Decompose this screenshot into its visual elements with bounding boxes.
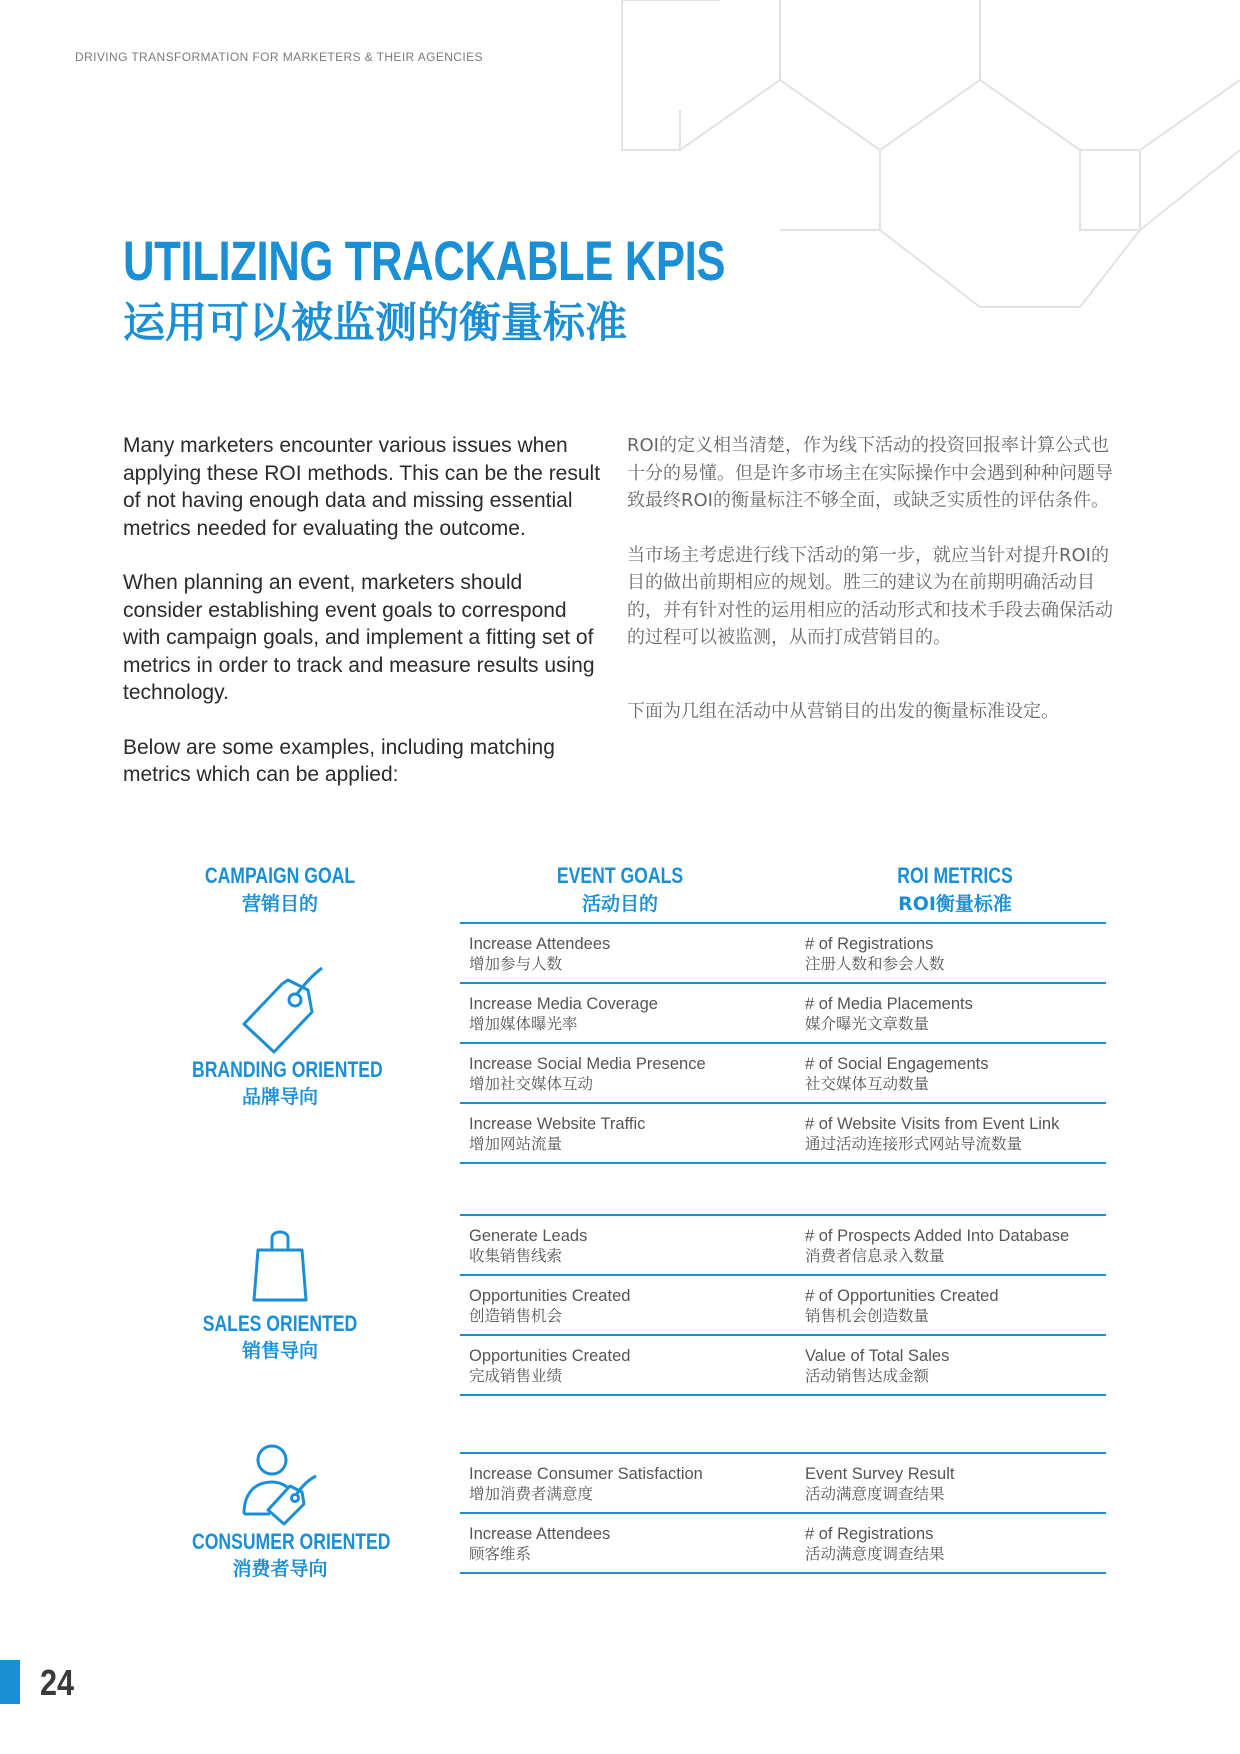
table-row: Generate Leads 收集销售线索 # of Prospects Added Into Database 消费者信息录入数量	[460, 1216, 1106, 1276]
body-english	[123, 432, 603, 816]
table-row: Opportunities Created 创造销售机会 # of Opportunities Created 销售机会创造数量	[460, 1276, 1106, 1336]
table-row: Increase Attendees 增加参与人数 # of Registrations 注册人数和参会人数	[460, 924, 1106, 984]
page-title-chinese: 运用可以被监测的衡量标准	[123, 298, 628, 347]
table-row: Increase Attendees 顾客维系 # of Registrations 活动满意度调查结果	[460, 1514, 1106, 1574]
group-branding-label: BRANDING ORIENTED 品牌导向	[192, 1057, 383, 1108]
group-sales-label: SALES ORIENTED 销售导向	[202, 1311, 358, 1362]
table-row: Increase Consumer Satisfaction 增加消费者满意度 Event Survey Result 活动满意度调查结果	[460, 1454, 1106, 1514]
table-row: Increase Media Coverage 增加媒体曝光率 # of Media Placements 媒介曝光文章数量	[460, 984, 1106, 1044]
page-title: UTILIZING TRACKABLE KPIS	[123, 229, 726, 292]
paragraph: Many marketers encounter various issues when applying these ROI methods. This can be the result of not having enough data and missing essential metrics needed for evaluating the outcome.	[123, 434, 601, 540]
metrics-table-branding	[460, 922, 1106, 1164]
header-campaign-goal: CAMPAIGN GOAL 营销目的	[204, 863, 356, 915]
body-chinese	[627, 432, 1117, 752]
header-event-goals: EVENT GOALS 活动目的	[556, 863, 684, 915]
paragraph: When planning an event, marketers should consider establishing event goals to correspond with campaign goals, and implement a fitting set of metrics in order to track and measure results using technology.	[123, 571, 595, 704]
paragraph: Below are some examples, including matching metrics which can be applied:	[123, 735, 555, 786]
table-row: Opportunities Created 完成销售业绩 Value of Total Sales 活动销售达成金额	[460, 1336, 1106, 1396]
page-number-bar	[0, 1660, 20, 1704]
price-tag-icon	[236, 962, 332, 1058]
paragraph: 下面为几组在活动中从营销目的出发的衡量标准设定。	[627, 700, 1059, 722]
group-consumer-label: CONSUMER ORIENTED 消费者导向	[192, 1529, 391, 1580]
shopping-bag-icon	[250, 1228, 310, 1304]
metrics-table-consumer	[460, 1452, 1106, 1574]
metrics-table-sales	[460, 1214, 1106, 1396]
page-number: 24	[40, 1662, 75, 1703]
header-roi-metrics: ROI METRICS ROI衡量标准	[897, 863, 1013, 915]
person-tag-icon	[238, 1440, 324, 1526]
paragraph: ROI的定义相当清楚，作为线下活动的投资回报率计算公式也十分的易懂。但是许多市场主在实际操作中会遇到种种问题导致最终ROI的衡量标注不够全面，或缺乏实质性的评估条件。	[627, 435, 1113, 511]
paragraph: 当市场主考虑进行线下活动的第一步，就应当针对提升ROI的目的做出前期相应的规划。胜三的建议为在前期明确活动目的，并有针对性的运用相应的活动形式和技术手段去确保活动的过程可以被监测，从而打成营销目的。	[627, 544, 1113, 648]
running-head: DRIVING TRANSFORMATION FOR MARKETERS & THEIR AGENCIES	[75, 50, 483, 64]
table-row: Increase Social Media Presence 增加社交媒体互动 # of Social Engagements 社交媒体互动数量	[460, 1044, 1106, 1104]
table-row: Increase Website Traffic 增加网站流量 # of Website Visits from Event Link 通过活动连接形式网站导流数量	[460, 1104, 1106, 1164]
